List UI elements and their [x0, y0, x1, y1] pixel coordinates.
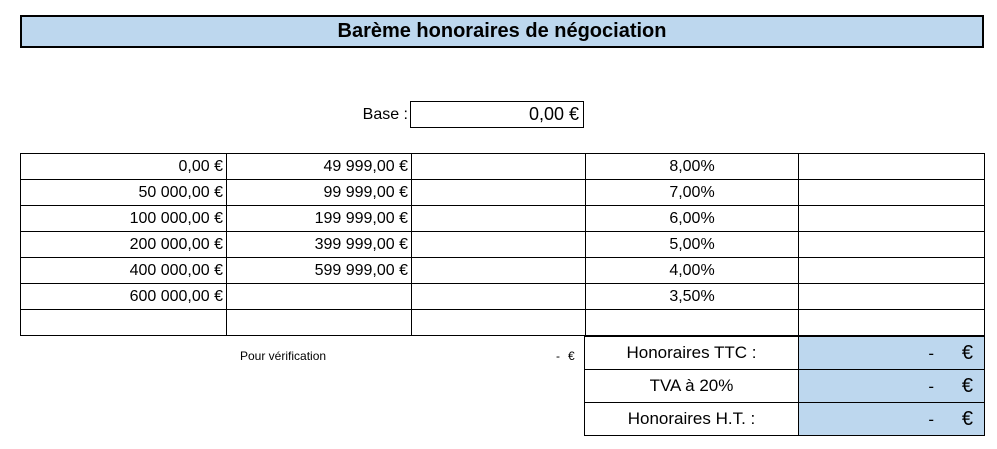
bracket-to[interactable]: 49 999,00 €: [227, 154, 412, 180]
bracket-rate[interactable]: 8,00%: [586, 154, 799, 180]
summary-table: [584, 336, 985, 436]
bracket-rate[interactable]: 6,00%: [586, 206, 799, 232]
bracket-from[interactable]: 400 000,00 €: [21, 258, 227, 284]
bracket-from[interactable]: 100 000,00 €: [21, 206, 227, 232]
summary-value-cell[interactable]: [799, 403, 985, 436]
bracket-rate[interactable]: 7,00%: [586, 180, 799, 206]
bracket-extra[interactable]: [412, 180, 586, 206]
summary-value: -: [928, 377, 934, 396]
bracket-from[interactable]: 200 000,00 €: [21, 232, 227, 258]
bracket-extra[interactable]: [412, 232, 586, 258]
bracket-result[interactable]: [799, 206, 985, 232]
summary-row-tva: [585, 370, 985, 403]
euro-symbol: €: [961, 342, 973, 364]
base-input[interactable]: [410, 101, 584, 128]
table-row: [21, 154, 985, 180]
bracket-rate[interactable]: 4,00%: [586, 258, 799, 284]
table-row: [21, 206, 985, 232]
bracket-rate[interactable]: 5,00%: [586, 232, 799, 258]
bracket-extra[interactable]: [412, 206, 586, 232]
bracket-result[interactable]: [799, 258, 985, 284]
table-row: [21, 258, 985, 284]
summary-label: Honoraires TTC :: [585, 337, 799, 370]
summary-row-ttc: [585, 337, 985, 370]
bracket-to[interactable]: 599 999,00 €: [227, 258, 412, 284]
bracket-from[interactable]: 0,00 €: [21, 154, 227, 180]
table-row: [21, 310, 985, 336]
verification-label: Pour vérification: [240, 349, 327, 363]
summary-label: Honoraires H.T. :: [585, 403, 799, 436]
bracket-from[interactable]: [21, 310, 227, 336]
bracket-to[interactable]: [227, 284, 412, 310]
bracket-rate[interactable]: [586, 310, 799, 336]
bracket-from[interactable]: 600 000,00 €: [21, 284, 227, 310]
bracket-result[interactable]: [799, 284, 985, 310]
bracket-extra[interactable]: [412, 284, 586, 310]
bracket-extra[interactable]: [412, 258, 586, 284]
verification-value[interactable]: -: [556, 349, 560, 363]
summary-label: TVA à 20%: [585, 370, 799, 403]
base-label: Base :: [362, 106, 408, 123]
summary-value-cell[interactable]: [799, 370, 985, 403]
euro-symbol: €: [961, 375, 973, 397]
bracket-to[interactable]: [227, 310, 412, 336]
bracket-to[interactable]: 399 999,00 €: [227, 232, 412, 258]
table-row: [21, 180, 985, 206]
summary-value: -: [928, 344, 934, 363]
bracket-result[interactable]: [799, 180, 985, 206]
bracket-result[interactable]: [799, 154, 985, 180]
bracket-extra[interactable]: [412, 154, 586, 180]
bracket-from[interactable]: 50 000,00 €: [21, 180, 227, 206]
brackets-table: [20, 153, 985, 336]
euro-symbol: €: [961, 408, 973, 430]
bracket-result[interactable]: [799, 310, 985, 336]
summary-row-ht: [585, 403, 985, 436]
bracket-to[interactable]: 199 999,00 €: [227, 206, 412, 232]
bracket-extra[interactable]: [412, 310, 586, 336]
table-row: [21, 284, 985, 310]
bracket-to[interactable]: 99 999,00 €: [227, 180, 412, 206]
summary-value: -: [928, 410, 934, 429]
page-title: Barème honoraires de négociation: [20, 15, 984, 48]
verification-currency: €: [568, 349, 575, 363]
bracket-result[interactable]: [799, 232, 985, 258]
bracket-rate[interactable]: 3,50%: [586, 284, 799, 310]
summary-value-cell[interactable]: [799, 337, 985, 370]
table-row: [21, 232, 985, 258]
